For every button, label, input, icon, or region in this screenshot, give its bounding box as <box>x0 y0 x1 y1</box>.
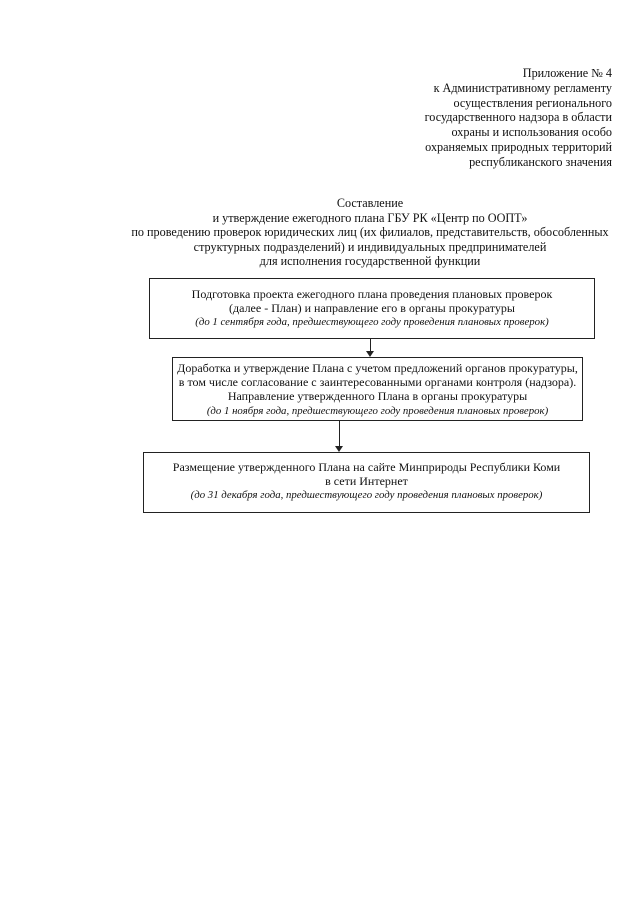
appendix-line: республиканского значения <box>469 154 612 169</box>
step-text-line: Доработка и утверждение Плана с учетом предложений органов прокуратуры, <box>177 361 578 375</box>
appendix-line: Приложение № 4 <box>522 66 612 80</box>
flowchart-step-3 <box>143 452 590 513</box>
step-text-line: в сети Интернет <box>325 474 408 489</box>
appendix-line: охраняемых природных территорий <box>425 139 612 154</box>
flowchart-title <box>100 196 640 269</box>
title-line: Составление <box>336 196 404 210</box>
step-text-line: Подготовка проекта ежегодного плана проведения плановых проверок <box>191 287 553 301</box>
appendix-header <box>312 66 612 170</box>
step-text-line: Размещение утвержденного Плана на сайте Минприроды Республики Коми <box>172 460 561 474</box>
step-deadline: (до 31 декабря года, предшествующего году проведения плановых проверок) <box>190 489 543 502</box>
title-line: по проведению проверок юридических лиц (их филиалов, представительств, обособленных <box>131 225 609 240</box>
title-line: и утверждение ежегодного плана ГБУ РК «Центр по ООПТ» <box>212 210 528 225</box>
flowchart-step-2 <box>172 357 583 421</box>
appendix-line: охраны и использования особо <box>451 125 612 140</box>
appendix-line: к Административному регламенту <box>433 80 612 95</box>
step-text-line: Направление утвержденного Плана в органы прокуратуры <box>227 389 528 404</box>
appendix-line: осуществления регионального <box>453 95 612 110</box>
step-deadline: (до 1 ноября года, предшествующего году проведения плановых проверок) <box>206 404 549 417</box>
step-deadline: (до 1 сентября года, предшествующего году проведения плановых проверок) <box>195 316 549 329</box>
down-arrow-icon <box>365 339 377 357</box>
step-text-line: в том числе согласование с заинтересованными органами контроля (надзора). <box>178 375 577 390</box>
title-line: структурных подразделений) и индивидуальных предпринимателей <box>193 239 547 254</box>
flowchart-step-1 <box>149 278 595 339</box>
appendix-line: государственного надзора в области <box>424 110 612 125</box>
title-line: для исполнения государственной функции <box>259 254 481 269</box>
step-text-line: (далее - План) и направление его в органы прокуратуры <box>229 301 515 316</box>
down-arrow-icon <box>334 421 346 452</box>
